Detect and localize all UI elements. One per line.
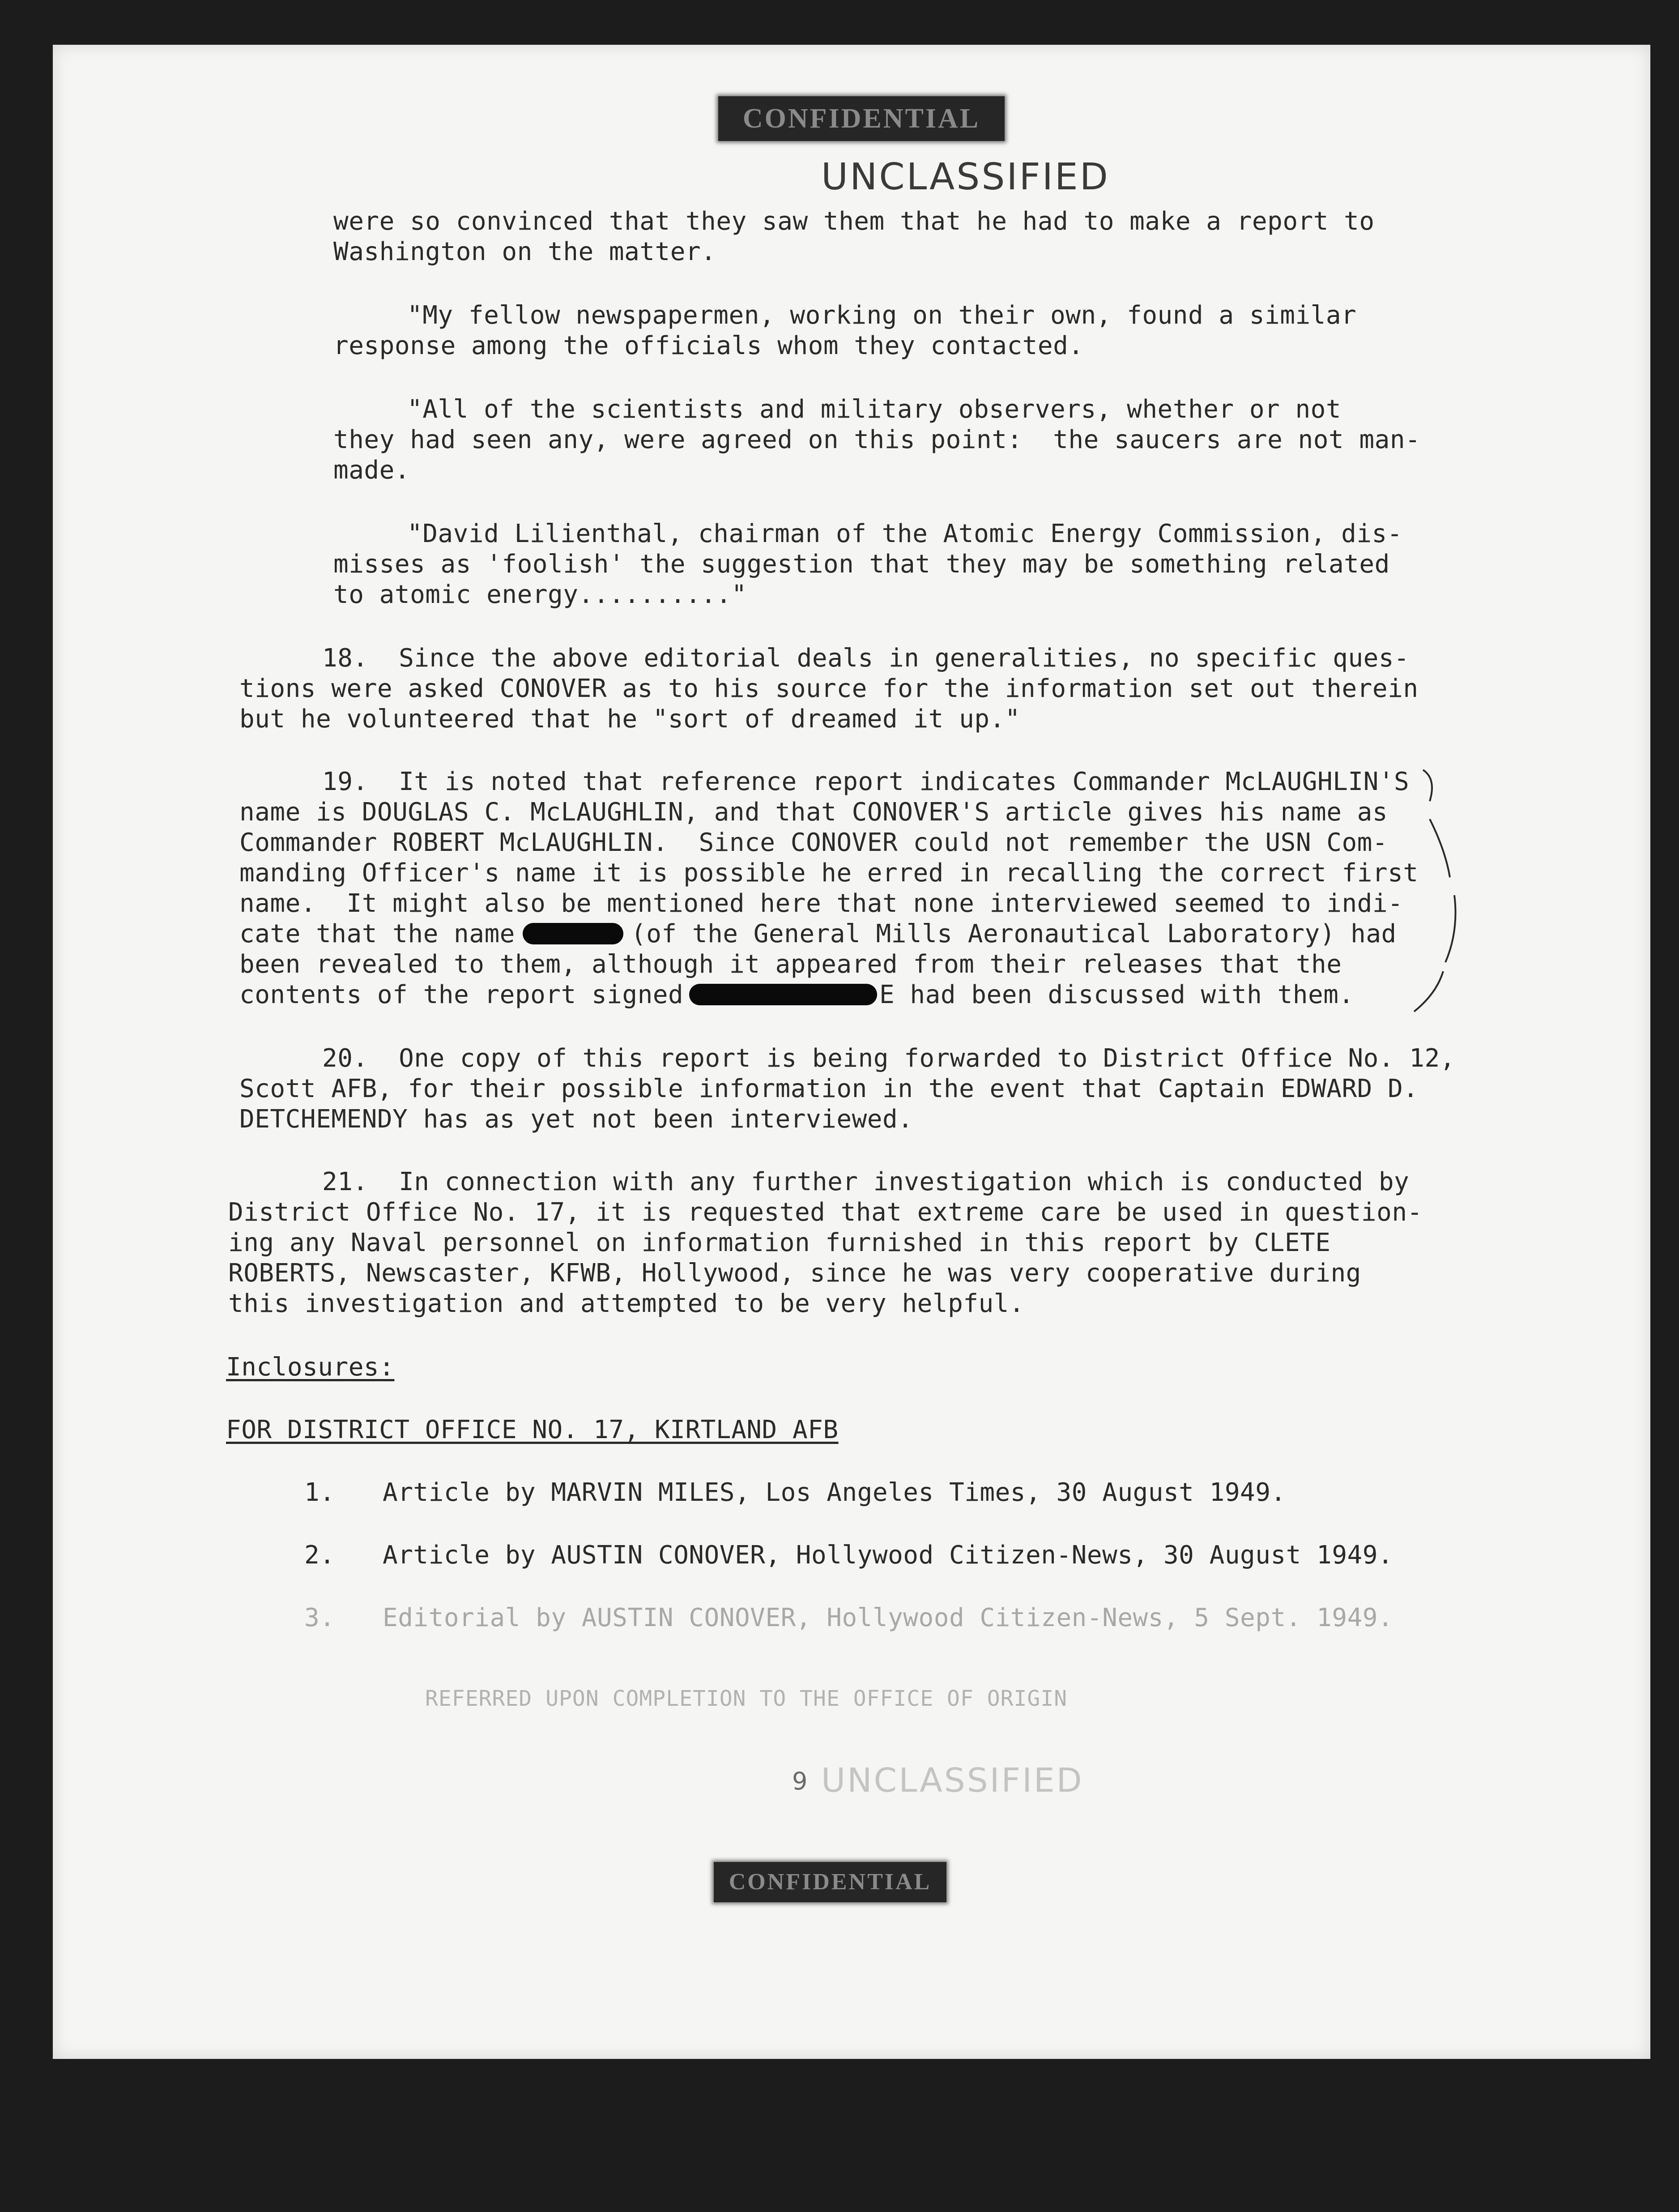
- body-line-6: they had seen any, were agreed on this point: the saucers are not man-: [333, 425, 1421, 454]
- para-20-line-1: 20. One copy of this report is being forwarded to District Office No. 12,: [322, 1044, 1455, 1073]
- para-19-line-6b: (of the General Mills Aeronautical Laboratory) had: [631, 919, 1397, 948]
- enclosure-3-num: 3.: [304, 1603, 335, 1632]
- para-19-line-2: name is DOUGLAS C. McLAUGHLIN, and that CONOVER'S article gives his name as: [239, 798, 1388, 827]
- classification-bottom: UNCLASSIFIED: [821, 1761, 1084, 1800]
- referred-stamp: REFERRED UPON COMPLETION TO THE OFFICE OF ORIGIN: [425, 1686, 1068, 1711]
- body-line-3: "My fellow newspapermen, working on their own, found a similar: [407, 301, 1357, 330]
- para-20-line-2: Scott AFB, for their possible information in the event that Captain EDWARD D.: [239, 1074, 1419, 1103]
- enclosure-2-text: Article by AUSTIN CONOVER, Hollywood Citizen-News, 30 August 1949.: [383, 1541, 1393, 1570]
- classification-top: UNCLASSIFIED: [821, 156, 1110, 198]
- para-21-line-2: District Office No. 17, it is requested that extreme care be used in question-: [228, 1198, 1423, 1227]
- page-number: 9: [792, 1767, 810, 1795]
- confidential-stamp-bottom: CONFIDENTIAL: [714, 1862, 946, 1902]
- para-20-line-3: DETCHEMENDY has as yet not been interviewed.: [239, 1105, 913, 1134]
- body-line-7: made.: [333, 456, 410, 485]
- para-21-line-4: ROBERTS, Newscaster, KFWB, Hollywood, since he was very cooperative during: [228, 1259, 1361, 1288]
- body-line-9: misses as 'foolish' the suggestion that they may be something related: [333, 550, 1390, 579]
- para-19-line-5: name. It might also be mentioned here that none interviewed seemed to indi-: [239, 889, 1403, 918]
- enclosure-3-text: Editorial by AUSTIN CONOVER, Hollywood Citizen-News, 5 Sept. 1949.: [383, 1603, 1393, 1632]
- enclosure-1-text: Article by MARVIN MILES, Los Angeles Times, 30 August 1949.: [383, 1478, 1286, 1507]
- para-19-line-3: Commander ROBERT McLAUGHLIN. Since CONOVER could not remember the USN Com-: [239, 828, 1388, 857]
- para-19-line-1: 19. It is noted that reference report indicates Commander McLAUGHLIN'S: [322, 767, 1410, 796]
- body-line-2: Washington on the matter.: [333, 237, 716, 266]
- para-19-line-8b: E had been discussed with them.: [879, 980, 1354, 1009]
- para-18-line-2: tions were asked CONOVER as to his source for the information set out therein: [239, 674, 1419, 703]
- body-line-4: response among the officials whom they contacted.: [333, 331, 1084, 360]
- confidential-stamp-top: CONFIDENTIAL: [718, 96, 1005, 141]
- para-19-line-8a: contents of the report signed: [239, 980, 684, 1009]
- enclosures-heading: Inclosures:: [226, 1353, 395, 1382]
- redaction-name: [523, 923, 623, 944]
- margin-bracket: [1405, 761, 1472, 1021]
- enclosure-2-num: 2.: [304, 1541, 335, 1570]
- body-line-8: "David Lilienthal, chairman of the Atomic Energy Commission, dis-: [407, 519, 1402, 548]
- body-line-1: were so convinced that they saw them that he had to make a report to: [333, 207, 1375, 236]
- para-21-line-1: 21. In connection with any further investigation which is conducted by: [322, 1167, 1410, 1196]
- para-18-line-1: 18. Since the above editorial deals in generalities, no specific ques-: [322, 644, 1410, 673]
- para-21-line-5: this investigation and attempted to be very helpful.: [228, 1289, 1025, 1318]
- para-21-line-3: ing any Naval personnel on information furnished in this report by CLETE: [228, 1228, 1331, 1257]
- para-19-line-4: manding Officer's name it is possible he erred in recalling the correct first: [239, 858, 1419, 888]
- para-19-line-7: been revealed to them, although it appeared from their releases that the: [239, 950, 1342, 979]
- para-19-line-6a: cate that the name: [239, 919, 515, 948]
- redaction-signer: [689, 984, 877, 1005]
- body-line-10: to atomic energy..........": [333, 580, 747, 609]
- enclosure-1-num: 1.: [304, 1478, 335, 1507]
- para-18-line-3: but he volunteered that he "sort of dreamed it up.": [239, 705, 1020, 734]
- enclosures-subheading: FOR DISTRICT OFFICE NO. 17, KIRTLAND AFB: [226, 1415, 839, 1444]
- body-line-5: "All of the scientists and military observers, whether or not: [407, 395, 1342, 424]
